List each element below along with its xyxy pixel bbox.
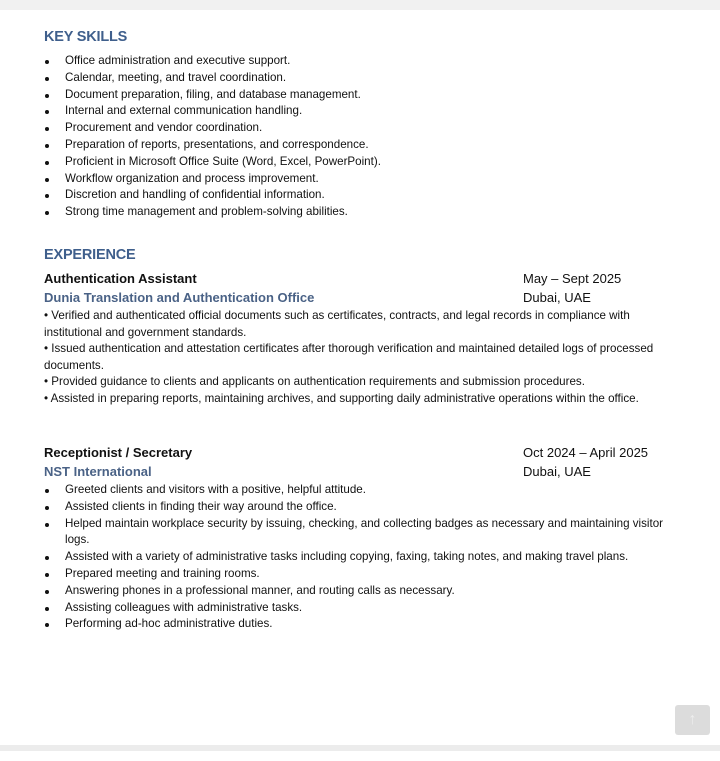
company-name: Dunia Translation and Authentication Office (44, 290, 315, 305)
previous-page-edge (0, 0, 720, 10)
list-item: Discretion and handling of confidential information. (44, 187, 381, 204)
job-title: Authentication Assistant (44, 271, 197, 286)
list-item: Greeted clients and visitors with a positive, helpful attitude. (44, 482, 675, 499)
list-item: • Provided guidance to clients and applicants on authentication requirements and submission procedures. (44, 375, 585, 388)
job-title: Receptionist / Secretary (44, 445, 193, 460)
list-item: • Verified and authenticated official documents such as certificates, contracts, and legal records in compliance with institutional and government standards. (44, 309, 630, 339)
list-item: Strong time management and problem-solving abilities. (44, 204, 381, 221)
arrow-up-icon: ↑ (688, 711, 697, 728)
list-item: Office administration and executive support. (44, 53, 381, 70)
job-location: Dubai, UAE (523, 290, 591, 305)
list-item: Prepared meeting and training rooms. (44, 566, 675, 583)
list-item: Preparation of reports, presentations, and correspondence. (44, 137, 381, 154)
list-item: Document preparation, filing, and database management. (44, 87, 381, 104)
job-bullets (44, 482, 675, 633)
list-item: Assisted with a variety of administrative tasks including copying, faxing, taking notes, and making travel plans. (44, 549, 675, 566)
job-dates: May – Sept 2025 (523, 271, 622, 286)
job-bullets (44, 308, 684, 407)
list-item: Proficient in Microsoft Office Suite (Word, Excel, PowerPoint). (44, 154, 381, 171)
page-separator (0, 745, 720, 751)
experience-heading: EXPERIENCE (44, 247, 136, 263)
list-item: Answering phones in a professional manner, and routing calls as necessary. (44, 583, 675, 600)
list-item: Assisting colleagues with administrative tasks. (44, 600, 675, 617)
company-row (44, 290, 684, 305)
job-dates: Oct 2024 – April 2025 (523, 445, 649, 460)
list-item: Calendar, meeting, and travel coordination. (44, 70, 381, 87)
list-item: Assisted clients in finding their way around the office. (44, 499, 675, 516)
list-item: • Issued authentication and attestation certificates after thorough verification and maintained detailed logs of processed documents. (44, 342, 654, 372)
list-item: Internal and external communication handling. (44, 103, 381, 120)
job-title-row (44, 445, 684, 460)
list-item: Procurement and vendor coordination. (44, 120, 381, 137)
list-item: Helped maintain workplace security by issuing, checking, and collecting badges as necessary and maintaining visitor logs. (44, 516, 675, 550)
job-title-row (44, 271, 684, 286)
job-location: Dubai, UAE (523, 464, 591, 479)
scroll-to-top-button[interactable] (675, 705, 710, 735)
list-item: • Assisted in preparing reports, maintaining archives, and supporting daily administrative operations within the office. (44, 391, 639, 405)
key-skills-heading: KEY SKILLS (44, 29, 128, 45)
company-row (44, 464, 684, 479)
skills-list (44, 53, 381, 221)
list-item: Performing ad-hoc administrative duties. (44, 616, 675, 633)
list-item: Workflow organization and process improvement. (44, 171, 381, 188)
company-name: NST International (44, 464, 152, 479)
